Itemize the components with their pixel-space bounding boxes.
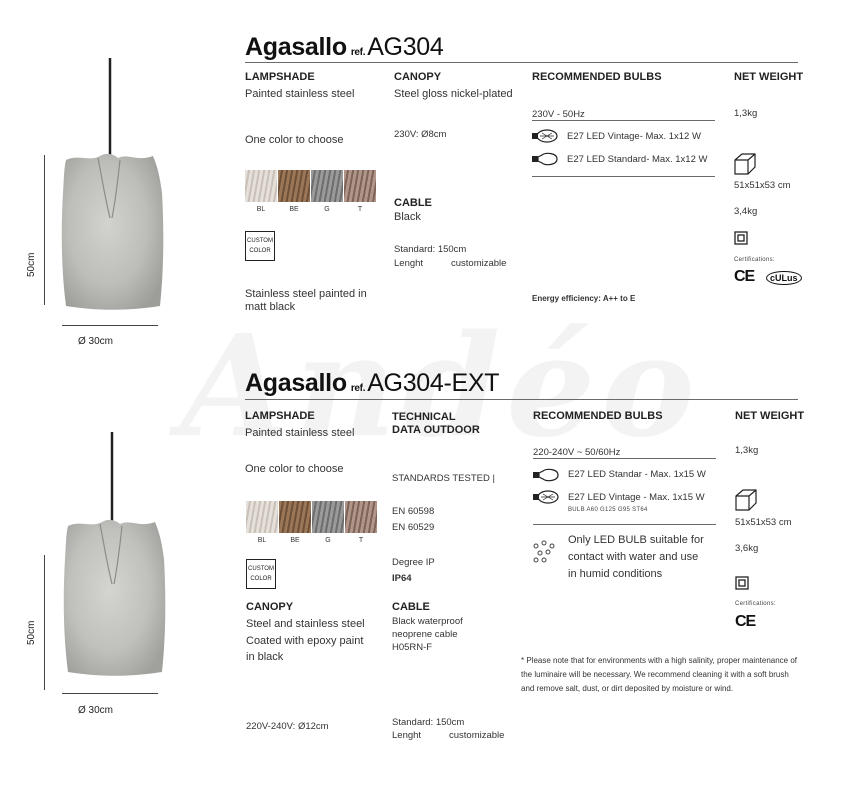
bulbs-voltage: 220-240V ~ 50/60Hz xyxy=(533,447,621,458)
standards-tested: STANDARDS TESTED | xyxy=(392,473,495,484)
swatch-label: G xyxy=(324,206,330,213)
swatch-be[interactable] xyxy=(279,501,311,533)
height-dim-line xyxy=(44,555,45,690)
cable-standard: Standard: 150cm xyxy=(392,717,465,728)
custom-color-text: COLOR xyxy=(250,576,272,582)
canopy-heading: CANOPY xyxy=(246,601,294,613)
finish-text: Stainless steel painted in xyxy=(245,288,367,300)
ref-code: AG304 xyxy=(367,33,444,61)
swatch-be[interactable] xyxy=(278,170,310,202)
diameter-dimension: Ø 30cm xyxy=(78,336,114,347)
lampshade-material: Painted stainless steel xyxy=(245,88,355,100)
cable-heading: CABLE xyxy=(392,601,430,613)
canopy-heading: CANOPY xyxy=(394,71,442,83)
bulb-item: E27 LED Standar - Max. 1x15 W xyxy=(568,469,706,480)
certifications-label: Certifications: xyxy=(735,601,776,607)
net-weight: 1,3kg xyxy=(734,108,758,119)
swatch-label: T xyxy=(357,206,363,213)
cable-text: neoprene cable xyxy=(392,629,458,640)
swatch-g[interactable] xyxy=(312,501,344,533)
swatch-label: G xyxy=(325,537,331,544)
technical-heading: TECHNICAL xyxy=(392,411,456,423)
swatch-label: BE xyxy=(289,206,299,213)
class-ii-icon xyxy=(735,576,749,590)
net-weight: 1,3kg xyxy=(735,445,759,456)
bulb-item: E27 LED Vintage- Max. 1x12 W xyxy=(567,131,701,142)
diameter-dimension: Ø 30cm xyxy=(78,705,114,716)
vintage-bulb-icon xyxy=(533,490,559,504)
cable-length-label: Lenght xyxy=(394,258,424,269)
product-title xyxy=(245,369,499,398)
lamp-image xyxy=(60,432,170,680)
bulbs-divider xyxy=(533,524,716,525)
swatch-label: BL xyxy=(257,537,267,544)
water-note: Only LED BULB suitable for xyxy=(568,534,704,546)
color-note: One color to choose xyxy=(245,134,344,146)
vintage-bulb-icon xyxy=(532,129,558,143)
swatch-t[interactable] xyxy=(345,501,377,533)
maintenance-note: * Please note that for environments with a high salinity, proper maintenance of the luminaire will be necessary. We recommend cleaning it with a soft brush and remove salt, dust, or dirt deposited by moisture or wind. xyxy=(521,656,798,693)
cable-heading: CABLE xyxy=(394,197,432,209)
cable-standard: Standard: 150cm xyxy=(394,244,467,255)
canopy-spec: 230V: Ø8cm xyxy=(394,129,447,140)
box-icon xyxy=(735,489,757,511)
gross-weight: 3,4kg xyxy=(734,206,758,217)
ref-code: AG304-EXT xyxy=(367,369,500,397)
bulb-item: E27 LED Vintage - Max. 1x15 W xyxy=(568,492,705,503)
bulb-types: BULB A60 G125 G95 ST64 xyxy=(568,507,648,513)
water-drops-icon xyxy=(531,540,559,564)
custom-color-option[interactable] xyxy=(245,231,275,261)
product-name: Agasallo xyxy=(245,33,347,61)
ce-mark-icon: CE xyxy=(735,613,756,630)
custom-color-option[interactable] xyxy=(246,559,276,589)
swatch-bl[interactable] xyxy=(246,501,278,533)
weight-heading: NET WEIGHT xyxy=(734,71,804,83)
ce-mark-icon: CE xyxy=(734,268,755,285)
bulbs-voltage: 230V - 50Hz xyxy=(532,109,585,120)
diameter-dim-line xyxy=(62,325,158,326)
swatch-label: BE xyxy=(290,537,300,544)
diameter-dim-line xyxy=(62,693,158,694)
lampshade-material: Painted stainless steel xyxy=(245,427,355,439)
swatch-t[interactable] xyxy=(344,170,376,202)
canopy-text: Coated with epoxy paint xyxy=(246,635,364,647)
class-ii-icon xyxy=(734,231,748,245)
canopy-material: Steel gloss nickel-plated xyxy=(394,88,513,100)
certifications-label: Certifications: xyxy=(734,257,775,263)
custom-color-text: CUSTOM xyxy=(247,238,273,244)
bulb-item: E27 LED Standard- Max. 1x12 W xyxy=(567,154,708,165)
box-dimensions: 51x51x53 cm xyxy=(735,517,792,528)
gross-weight: 3,6kg xyxy=(735,543,759,554)
title-divider xyxy=(245,399,798,400)
title-divider xyxy=(245,62,798,63)
weight-heading: NET WEIGHT xyxy=(735,410,805,422)
cable-color: Black xyxy=(394,211,421,223)
bulbs-heading: RECOMMENDED BULBS xyxy=(532,71,662,83)
technical-heading: DATA OUTDOOR xyxy=(392,424,480,436)
canopy-text: in black xyxy=(246,651,284,663)
standard-bulb-icon xyxy=(533,468,559,482)
lampshade-heading: LAMPSHADE xyxy=(245,410,315,422)
standard-item: EN 60529 xyxy=(392,522,435,533)
standard-item: EN 60598 xyxy=(392,506,435,517)
cable-text: H05RN-F xyxy=(392,642,433,653)
lamp-image xyxy=(58,58,168,314)
product-title xyxy=(245,33,444,62)
canopy-text: Steel and stainless steel xyxy=(246,618,365,630)
product-name: Agasallo xyxy=(245,369,347,397)
bulbs-divider xyxy=(532,120,715,121)
bulbs-divider xyxy=(533,458,716,459)
ul-mark-icon: cULus xyxy=(766,271,802,285)
swatch-label: BL xyxy=(256,206,266,213)
swatch-g[interactable] xyxy=(311,170,343,202)
custom-color-text: CUSTOM xyxy=(248,566,274,572)
finish-text: matt black xyxy=(245,301,296,313)
height-dimension: 50cm xyxy=(26,620,37,645)
water-note: contact with water and use xyxy=(568,551,699,563)
custom-color-text: COLOR xyxy=(249,248,271,254)
cable-text: Black waterproof xyxy=(392,616,463,627)
swatch-bl[interactable] xyxy=(245,170,277,202)
height-dimension: 50cm xyxy=(26,252,37,277)
height-dim-line xyxy=(44,155,45,305)
bulbs-divider xyxy=(532,176,715,177)
bulbs-heading: RECOMMENDED BULBS xyxy=(533,410,663,422)
ref-label: ref. xyxy=(350,383,366,394)
cable-length-value: customizable xyxy=(449,730,505,741)
box-dimensions: 51x51x53 cm xyxy=(734,180,791,191)
canopy-spec: 220V-240V: Ø12cm xyxy=(246,721,329,732)
standard-bulb-icon xyxy=(532,152,558,166)
ip-label: Degree IP xyxy=(392,557,435,568)
box-icon xyxy=(734,153,756,175)
ip-value: IP64 xyxy=(392,573,412,584)
lampshade-heading: LAMPSHADE xyxy=(245,71,315,83)
ref-label: ref. xyxy=(350,47,366,58)
color-note: One color to choose xyxy=(245,463,344,475)
cable-length-value: customizable xyxy=(451,258,507,269)
water-note: in humid conditions xyxy=(568,568,663,580)
energy-efficiency: Energy efficiency: A++ to E xyxy=(532,294,636,303)
swatch-label: T xyxy=(358,537,364,544)
cable-length-label: Lenght xyxy=(392,730,422,741)
